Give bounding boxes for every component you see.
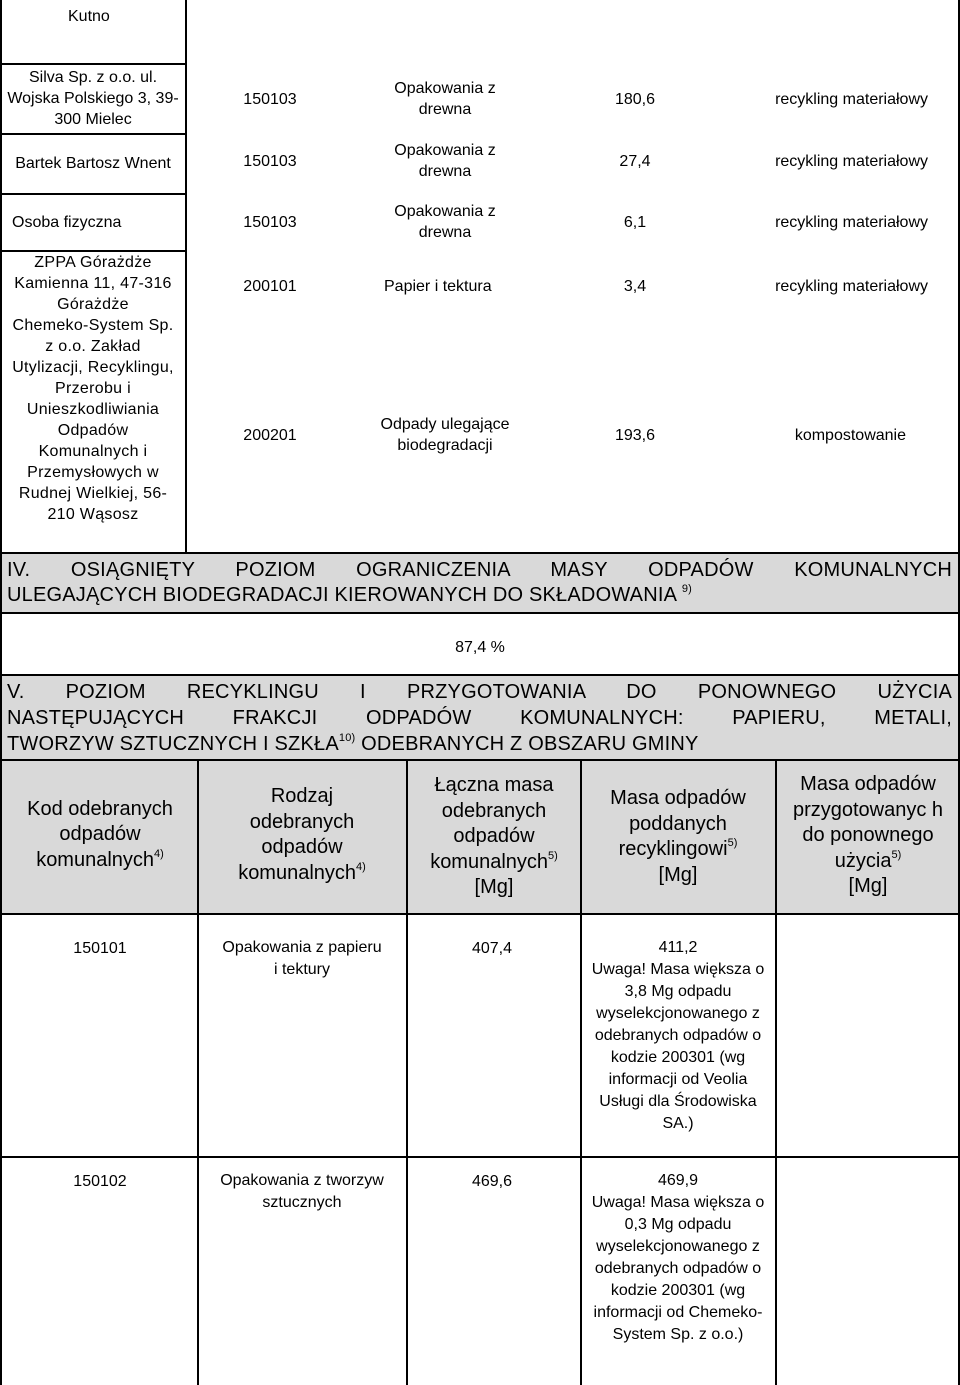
waste-kind: Papier i tektura xyxy=(384,277,492,295)
row-note: Uwaga! Masa większa o 0,3 Mg odpadu wyselekcjonowanego z odebranych odpadów o kodzie 200301 (wg informacji od Chemeko-System Sp. z o.o.) xyxy=(591,1194,765,1343)
waste-mass: 193,6 xyxy=(614,426,656,444)
entity-cell: Kutno xyxy=(68,7,110,25)
column-header-reuse-mass: Masa odpadów przygotowanyc h do ponownego użycia$^{5)}$ [Mg] xyxy=(792,773,944,898)
table-divider xyxy=(197,759,199,1385)
section-v-title-cont: TWORZYW SZTUCZNYCH I SZKŁA$^{10)}$ ODEBRANYCH Z OBSZARU GMINY xyxy=(7,732,699,755)
row-kind: Opakowania z papieru i tektury xyxy=(222,939,382,978)
waste-mass: 180,6 xyxy=(614,90,656,108)
table-divider xyxy=(0,674,960,676)
row-code: 150102 xyxy=(73,1172,127,1190)
table-divider xyxy=(406,759,408,1385)
waste-code: 200101 xyxy=(243,277,297,295)
waste-code: 150103 xyxy=(243,90,297,108)
row-kind: Opakowania z tworzyw sztucznych xyxy=(220,1172,384,1211)
table-border xyxy=(0,0,2,1385)
table-divider xyxy=(0,552,960,554)
column-header-total-mass: Łączna masa odebranych odpadów komunalnych$^{5)}$ [Mg] xyxy=(430,774,558,899)
entity-cell: Silva Sp. z o.o. ul. Wojska Polskiego 3, 39-300 Mielec xyxy=(7,68,179,128)
process-method: recykling materiałowy xyxy=(775,213,928,231)
process-method: kompostowanie xyxy=(794,426,906,444)
waste-kind: Odpady ulegające biodegradacji xyxy=(380,416,510,454)
entity-cell: Osoba fizyczna xyxy=(12,213,122,231)
row-code: 150101 xyxy=(73,939,127,957)
table-divider xyxy=(0,1156,960,1158)
entity-cell: Bartek Bartosz Wnent xyxy=(15,154,171,172)
table-divider xyxy=(0,913,960,915)
section-iv-title-cont: ULEGAJĄCYCH BIODEGRADACJI KIEROWANYCH DO SKŁADOWANIA $^{9)}$ xyxy=(7,583,692,606)
table-divider xyxy=(580,759,582,1385)
waste-mass: 3,4 xyxy=(623,277,647,295)
section-v-title: V. POZIOM RECYKLINGU I PRZYGOTOWANIA DO PONOWNEGO UŻYCIA xyxy=(7,681,952,703)
table-divider xyxy=(185,0,187,552)
row-recycled-mass: 469,9 Uwaga! Masa większa o 0,3 Mg odpadu wyselekcjonowanego z odebranych odpadów o kodzie 200301 (wg informacji od Chemeko-System Sp. z o.o.) xyxy=(585,1170,771,1346)
waste-kind: Opakowania z drewna xyxy=(394,142,496,180)
table-divider xyxy=(0,133,187,135)
waste-kind: Opakowania z drewna xyxy=(394,80,496,118)
table-divider xyxy=(0,612,960,614)
process-method: recykling materiałowy xyxy=(775,277,928,295)
table-divider xyxy=(0,193,187,195)
row-recycled-mass: 411,2 Uwaga! Masa większa o 3,8 Mg odpadu wyselekcjonowanego z odebranych odpadów o kodzie 200301 (wg informacji od Veolia Usługi dla Środowiska SA.) xyxy=(585,937,771,1135)
waste-mass: 6,1 xyxy=(623,213,647,231)
waste-mass: 27,4 xyxy=(619,152,651,170)
row-note: Uwaga! Masa większa o 3,8 Mg odpadu wyselekcjonowanego z odebranych odpadów o kodzie 200301 (wg informacji od Veolia Usługi dla Środowiska SA.) xyxy=(591,961,765,1132)
process-method: recykling materiałowy xyxy=(775,152,928,170)
column-header-code: Kod odebranych odpadów komunalnych$^{4)}$ xyxy=(27,797,173,871)
process-method: recykling materiałowy xyxy=(775,90,928,108)
waste-code: 200201 xyxy=(243,426,297,444)
section-iv-value: 87,4 % xyxy=(455,638,505,656)
row-total-mass: 407,4 xyxy=(471,939,513,957)
section-v-title-cont: NASTĘPUJĄCYCH FRAKCJI ODPADÓW KOMUNALNYCH: PAPIERU, METALI, xyxy=(7,707,952,729)
section-iv-title: IV. OSIĄGNIĘTY POZIOM OGRANICZENIA MASY ODPADÓW KOMUNALNYCH xyxy=(7,559,952,581)
table-divider xyxy=(775,759,777,1385)
waste-code: 150103 xyxy=(243,213,297,231)
entity-cell: ZPPA Górażdże Kamienna 11, 47-316 Górażdże Chemeko-System Sp. z o.o. Zakład Utylizacji, Recyklingu, Przerobu i Unieszkodliwiania Odpadów Komunalnych i Przemysłowych w Rudnej Wielkiej, 56-210 Wąsosz xyxy=(12,254,174,523)
row-total-mass: 469,6 xyxy=(471,1172,513,1190)
column-header-kind: Rodzaj odebranych odpadów komunalnych$^{4)}$ xyxy=(238,785,366,884)
waste-kind: Opakowania z drewna xyxy=(394,203,496,241)
waste-code: 150103 xyxy=(243,152,297,170)
column-header-recycled-mass: Masa odpadów poddanych recyklingowi$^{5)}$ [Mg] xyxy=(610,787,746,886)
